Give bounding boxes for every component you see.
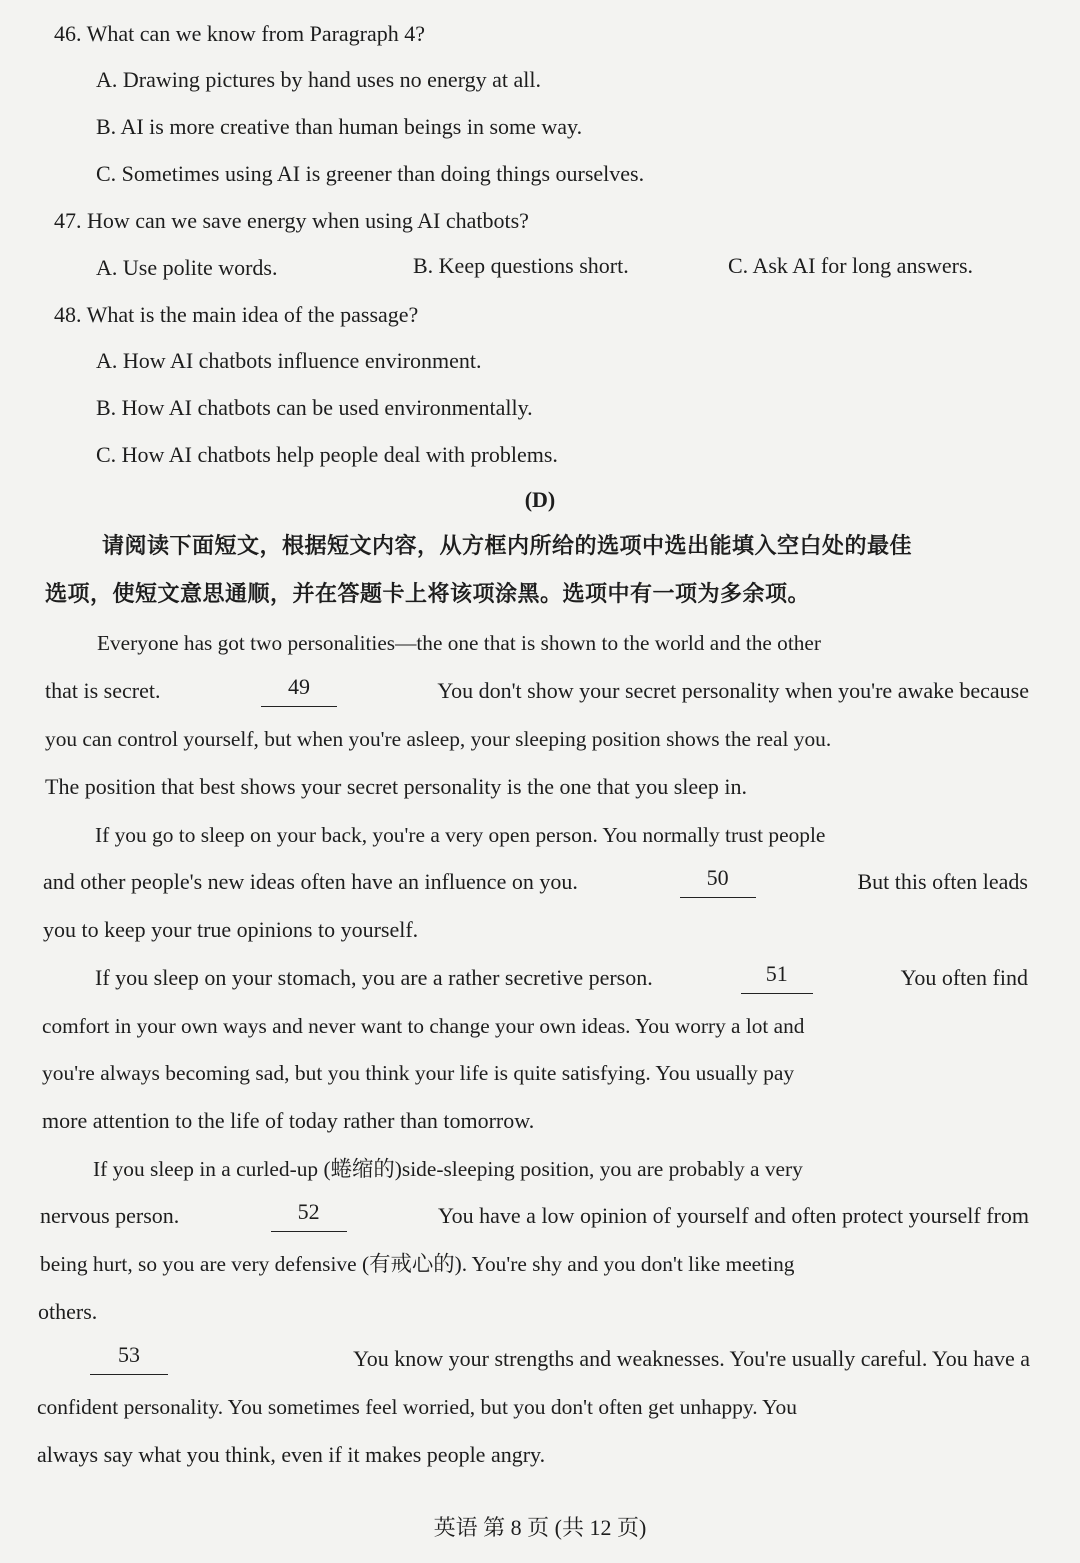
passage-p1-line3: you can control yourself, but when you're asleep, your sleeping position shows the real you. (45, 727, 832, 751)
passage-p1-line4: The position that best shows your secret personality is the one that you sleep in. (45, 774, 748, 799)
question-46 (54, 18, 425, 50)
passage-p2-line1: If you go to sleep on your back, you're a very open person. You normally trust people (95, 823, 826, 847)
option-48-c: C. How AI chatbots help people deal with problems. (96, 442, 558, 467)
question-48 (54, 299, 418, 331)
passage-p5-line1 (90, 1343, 1030, 1375)
option-46-a: A. Drawing pictures by hand uses no energy at all. (96, 67, 541, 92)
page-footer: 英语 第 8 页 (共 12 页) (433, 1515, 647, 1540)
answer-blank-52: 52 (271, 1200, 347, 1232)
passage-text: But this often leads (857, 869, 1028, 894)
section-instruction-line1: 请阅读下面短文，根据短文内容，从方框内所给的选项中选出能填入空白处的最佳 (102, 534, 913, 559)
question-47 (54, 205, 529, 237)
passage-p2-line2 (43, 866, 1028, 898)
option-48-b: B. How AI chatbots can be used environmentally. (96, 395, 533, 420)
passage-p5-line3: always say what you think, even if it makes people angry. (37, 1442, 546, 1467)
passage-p3-line4: more attention to the life of today rather than tomorrow. (42, 1108, 535, 1133)
answer-blank-53: 53 (90, 1343, 168, 1375)
answer-blank-50: 50 (680, 866, 756, 898)
passage-p2-line3: you to keep your true opinions to yourself. (43, 917, 419, 942)
passage-p5-line2: confident personality. You sometimes feel worried, but you don't often get unhappy. You (37, 1395, 798, 1419)
passage-p1-line2 (45, 675, 1029, 707)
passage-text: If you sleep on your stomach, you are a rather secretive person. (95, 965, 653, 990)
passage-p4-line2 (40, 1200, 1029, 1232)
answer-blank-51: 51 (741, 962, 813, 994)
question-number: 46. (54, 21, 82, 46)
passage-text: You often find (900, 965, 1028, 990)
passage-p4-line4: others. (38, 1299, 98, 1324)
question-number: 47. (54, 208, 82, 233)
passage-p3-line1 (95, 962, 1028, 994)
passage-text: You don't show your secret personality when you're awake because (437, 678, 1029, 703)
section-title: (D) (524, 487, 556, 512)
passage-p4-line3: being hurt, so you are very defensive (有戒心的). You're shy and you don't like meeting (40, 1252, 795, 1276)
question-stem: How can we save energy when using AI chatbots? (87, 208, 529, 233)
question-stem: What is the main idea of the passage? (86, 302, 419, 327)
option-47-c: C. Ask AI for long answers. (728, 253, 974, 278)
option-47-a: A. Use polite words. (96, 255, 278, 280)
answer-blank-49: 49 (261, 675, 337, 707)
passage-text: You know your strengths and weaknesses. You're usually careful. You have a (353, 1346, 1030, 1371)
question-number: 48. (54, 302, 82, 327)
passage-p4-line1: If you sleep in a curled-up (蜷缩的)side-sleeping position, you are probably a very (93, 1157, 803, 1181)
passage-text: You have a low opinion of yourself and often protect yourself from (437, 1203, 1029, 1228)
section-instruction-line2: 选项，使短文意思通顺，并在答题卡上将该项涂黑。选项中有一项为多余项。 (45, 582, 811, 607)
passage-p1-line1: Everyone has got two personalities—the one that is shown to the world and the other (97, 631, 821, 655)
question-stem: What can we know from Paragraph 4? (86, 21, 426, 46)
passage-p3-line3: you're always becoming sad, but you think your life is quite satisfying. You usually pay (42, 1061, 795, 1085)
option-47-b: B. Keep questions short. (413, 253, 629, 278)
option-48-a: A. How AI chatbots influence environment. (96, 348, 482, 373)
passage-p3-line2: comfort in your own ways and never want to change your own ideas. You worry a lot and (42, 1014, 805, 1038)
passage-text: and other people's new ideas often have an influence on you. (43, 869, 578, 894)
passage-text: nervous person. (40, 1203, 180, 1228)
option-46-c: C. Sometimes using AI is greener than doing things ourselves. (96, 161, 645, 186)
option-46-b: B. AI is more creative than human beings in some way. (96, 114, 583, 139)
passage-text: that is secret. (45, 678, 161, 703)
